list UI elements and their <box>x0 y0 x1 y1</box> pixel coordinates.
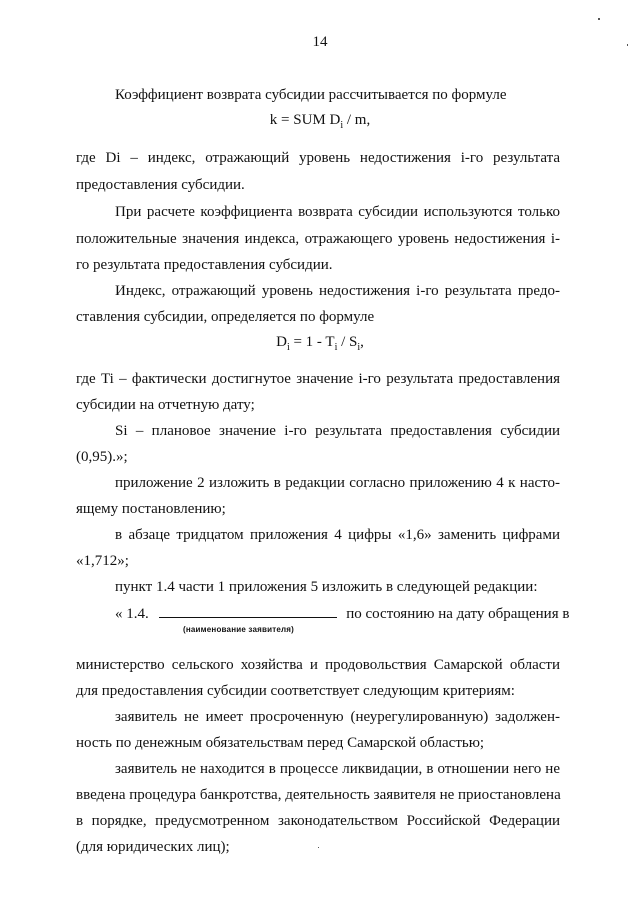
paragraph-line: заявитель не имеет просроченную (неурегулированную) задолжен- <box>115 709 560 725</box>
paragraph-line: введена процедура банкротства, деятельность заявителя не приостановлена <box>76 787 561 803</box>
paragraph-line: в порядке, предусмотренном законодательством Российской Федерации <box>76 813 560 829</box>
paragraph-line: При расчете коэффициента возврата субсидии используются только <box>115 204 560 220</box>
paragraph-line: субсидии на отчетную дату; <box>76 397 255 413</box>
formula-text: / m, <box>343 112 371 128</box>
paragraph-line: (0,95).»; <box>76 449 128 465</box>
paragraph-line: где Di – индекс, отражающий уровень недостижения i-го результата <box>76 150 560 166</box>
scan-speck <box>318 847 319 848</box>
formula-k <box>0 112 640 131</box>
paragraph-line: ставления субсидии, определяется по формуле <box>76 309 375 325</box>
paragraph-line: (для юридических лиц); <box>76 839 230 855</box>
paragraph-line: ящему постановлению; <box>76 501 226 517</box>
applicant-line-text: по состоянию на дату обращения в <box>346 606 570 622</box>
paragraph-line: предоставления субсидии. <box>76 177 245 193</box>
paragraph-line: приложение 2 изложить в редакции согласно приложению 4 к насто- <box>115 475 560 491</box>
scan-speck <box>598 18 600 20</box>
formula-subscript: i <box>357 342 361 353</box>
formula-subscript: i <box>334 342 338 353</box>
paragraph-line: Коэффициент возврата субсидии рассчитывается по формуле <box>115 87 507 103</box>
formula-text: / S <box>337 334 358 350</box>
paragraph-line: где Ti – фактически достигнутое значение i-го результата предоставления <box>76 371 560 387</box>
page-number: 14 <box>312 34 328 50</box>
paragraph-line: го результата предоставления субсидии. <box>76 257 333 273</box>
applicant-line <box>115 604 570 623</box>
formula-text: = 1 - T <box>289 334 335 350</box>
paragraph-line: пункт 1.4 части 1 приложения 5 изложить в следующей редакции: <box>115 579 538 595</box>
paragraph-line: заявитель не находится в процессе ликвидации, в отношении него не <box>115 761 560 777</box>
applicant-name-blank <box>159 604 337 618</box>
formula-text: D <box>276 334 287 350</box>
formula-d <box>0 334 640 353</box>
item-number: « 1.4. <box>115 606 149 622</box>
paragraph-line: для предоставления субсидии соответствует следующим критериям: <box>76 683 515 699</box>
paragraph-line: министерство сельского хозяйства и продовольствия Самарской области <box>76 657 560 673</box>
blank-caption: (наименование заявителя) <box>183 625 295 634</box>
formula-text: , <box>360 334 364 350</box>
formula-subscript: i <box>340 120 344 131</box>
paragraph-line: ность по денежным обязательствам перед Самарской областью; <box>76 735 485 751</box>
scan-speck <box>627 44 628 46</box>
paragraph-line: Si – плановое значение i-го результата предоставления субсидии <box>115 423 560 439</box>
paragraph-line: положительные значения индекса, отражающего уровень недостижения i- <box>76 231 560 247</box>
paragraph-line: в абзаце тридцатом приложения 4 цифры «1,6» заменить цифрами <box>115 527 560 543</box>
paragraph-line: Индекс, отражающий уровень недостижения i-го результата предо- <box>115 283 560 299</box>
formula-subscript: i <box>286 342 290 353</box>
formula-text: k = SUM D <box>269 112 341 128</box>
paragraph-line: «1,712»; <box>76 553 129 569</box>
